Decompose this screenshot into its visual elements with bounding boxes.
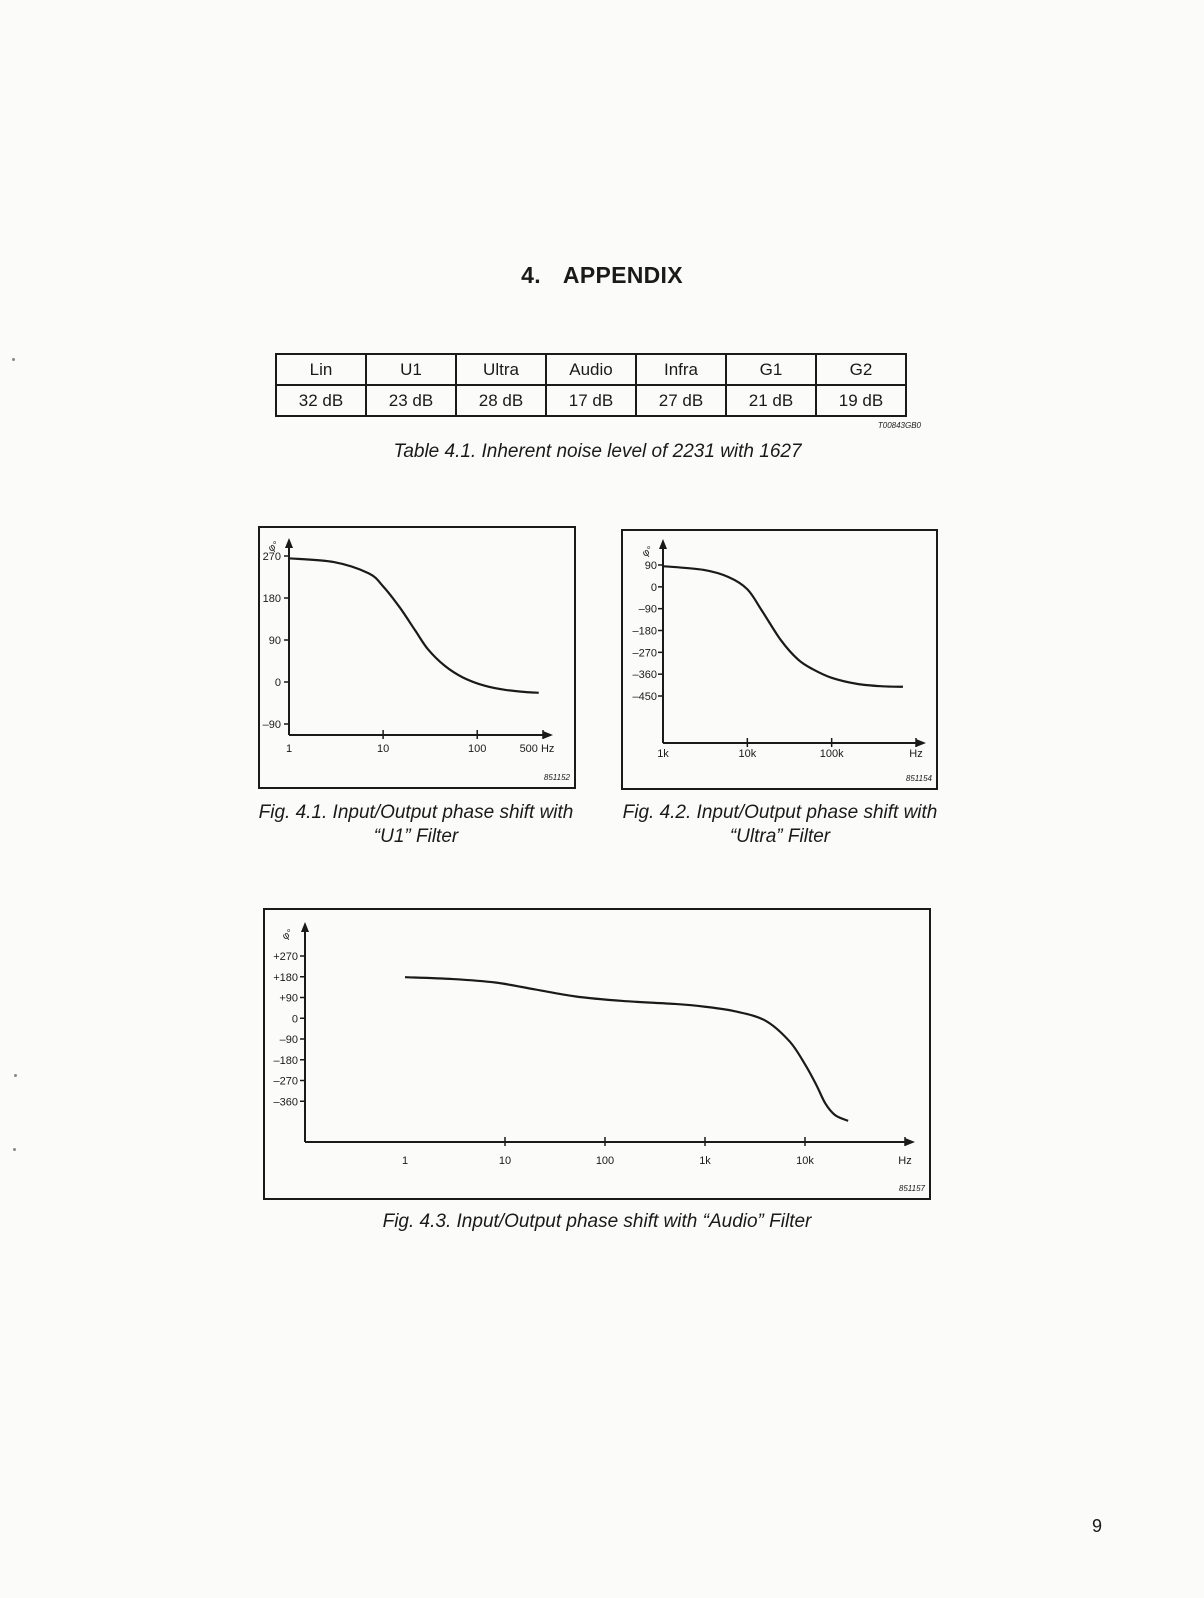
x-tick-label: 1k	[657, 748, 669, 760]
chart-audio-phase	[265, 910, 929, 1198]
scan-speck	[12, 358, 15, 361]
y-tick-label: –270	[273, 1075, 298, 1088]
x-axis-arrow	[905, 1138, 915, 1146]
y-tick-label: –90	[638, 603, 657, 616]
x-tick-label: 10k	[738, 748, 757, 760]
figure-4-3-caption: Fig. 4.3. Input/Output phase shift with “Audio” Filter	[382, 1211, 812, 1232]
section-title: APPENDIX	[562, 262, 683, 288]
y-tick-label: –180	[273, 1054, 298, 1067]
chart-u1-phase	[260, 528, 574, 787]
y-tick-label: +90	[279, 992, 298, 1005]
y-tick-label: –90	[279, 1034, 298, 1046]
figure-code: 851154	[905, 774, 932, 783]
y-tick-label: +180	[273, 971, 298, 984]
series-line	[663, 566, 903, 687]
section-heading	[0, 262, 1204, 289]
x-tick-label: 1	[401, 1155, 409, 1167]
scan-speck	[14, 1074, 17, 1077]
series-line	[289, 558, 539, 692]
figure-4-2-caption: Fig. 4.2. Input/Output phase shift with “Ultra” Filter	[622, 802, 938, 847]
table-code: T00843GB0	[877, 421, 921, 430]
table-cell: 27 dB	[636, 385, 726, 416]
y-tick-label: 0	[291, 1013, 298, 1026]
table-cell: 32 dB	[276, 385, 366, 416]
y-tick-label: –90	[262, 719, 281, 731]
y-tick-label: +270	[273, 951, 298, 963]
x-tick-label: 500 Hz	[519, 743, 555, 755]
x-tick-label: Hz	[909, 748, 923, 760]
x-tick-label: Hz	[898, 1155, 912, 1167]
table-header-cell: Lin	[276, 354, 366, 385]
scan-speck	[13, 1148, 16, 1151]
y-tick-label: 270	[262, 551, 281, 563]
y-axis-label: φ°	[266, 539, 282, 555]
figure-4-1	[258, 526, 576, 789]
x-tick-label: 100	[595, 1155, 615, 1167]
y-tick-label: 180	[262, 593, 281, 605]
y-tick-label: 0	[650, 581, 657, 594]
y-axis-arrow	[659, 539, 667, 549]
table-cell: 28 dB	[456, 385, 546, 416]
noise-level-table	[275, 353, 907, 417]
x-tick-label: 10	[376, 743, 390, 755]
table-cell: 21 dB	[726, 385, 816, 416]
y-axis-arrow	[301, 922, 309, 932]
page-number: 9	[1092, 1516, 1103, 1536]
table-row	[276, 385, 906, 416]
y-tick-label: –270	[632, 647, 657, 660]
y-axis-arrow	[285, 538, 293, 548]
table-caption: Table 4.1. Inherent noise level of 2231 with 1627	[393, 441, 802, 462]
y-axis-label: φ°	[640, 544, 656, 560]
figure-4-2	[621, 529, 938, 790]
x-tick-label: 100k	[819, 748, 844, 760]
x-tick-label: 10k	[796, 1155, 814, 1167]
table-header-cell: Ultra	[456, 354, 546, 385]
y-tick-label: –450	[632, 691, 657, 703]
x-tick-label: 1k	[699, 1155, 711, 1167]
table-header-cell: Audio	[546, 354, 636, 385]
series-line	[405, 977, 848, 1121]
figure-code: 851152	[543, 773, 570, 782]
x-axis-arrow	[543, 731, 553, 739]
x-tick-label: 1	[285, 743, 293, 755]
chart-ultra-phase	[623, 531, 936, 788]
y-tick-label: –360	[273, 1096, 298, 1109]
y-tick-label: –180	[632, 625, 657, 638]
y-tick-label: 0	[274, 677, 281, 689]
x-tick-label: 10	[498, 1155, 512, 1167]
figure-4-1-caption: Fig. 4.1. Input/Output phase shift with “U1” Filter	[258, 802, 574, 847]
table-header-cell: G2	[816, 354, 906, 385]
x-tick-label: 100	[468, 743, 487, 755]
table-cell: 19 dB	[816, 385, 906, 416]
figure-code: 851157	[898, 1184, 925, 1193]
table-cell: 17 dB	[546, 385, 636, 416]
y-tick-label: 90	[268, 635, 281, 647]
table-header-cell: Infra	[636, 354, 726, 385]
table-header-row	[276, 354, 906, 385]
figure-4-3	[263, 908, 931, 1200]
section-number: 4.	[521, 262, 541, 288]
table-cell: 23 dB	[366, 385, 456, 416]
table-header-cell: U1	[366, 354, 456, 385]
x-axis-arrow	[916, 739, 926, 747]
y-axis-label: φ°	[280, 927, 296, 943]
y-tick-label: –360	[632, 669, 657, 682]
table-header-cell: G1	[726, 354, 816, 385]
y-tick-label: 90	[644, 560, 657, 572]
